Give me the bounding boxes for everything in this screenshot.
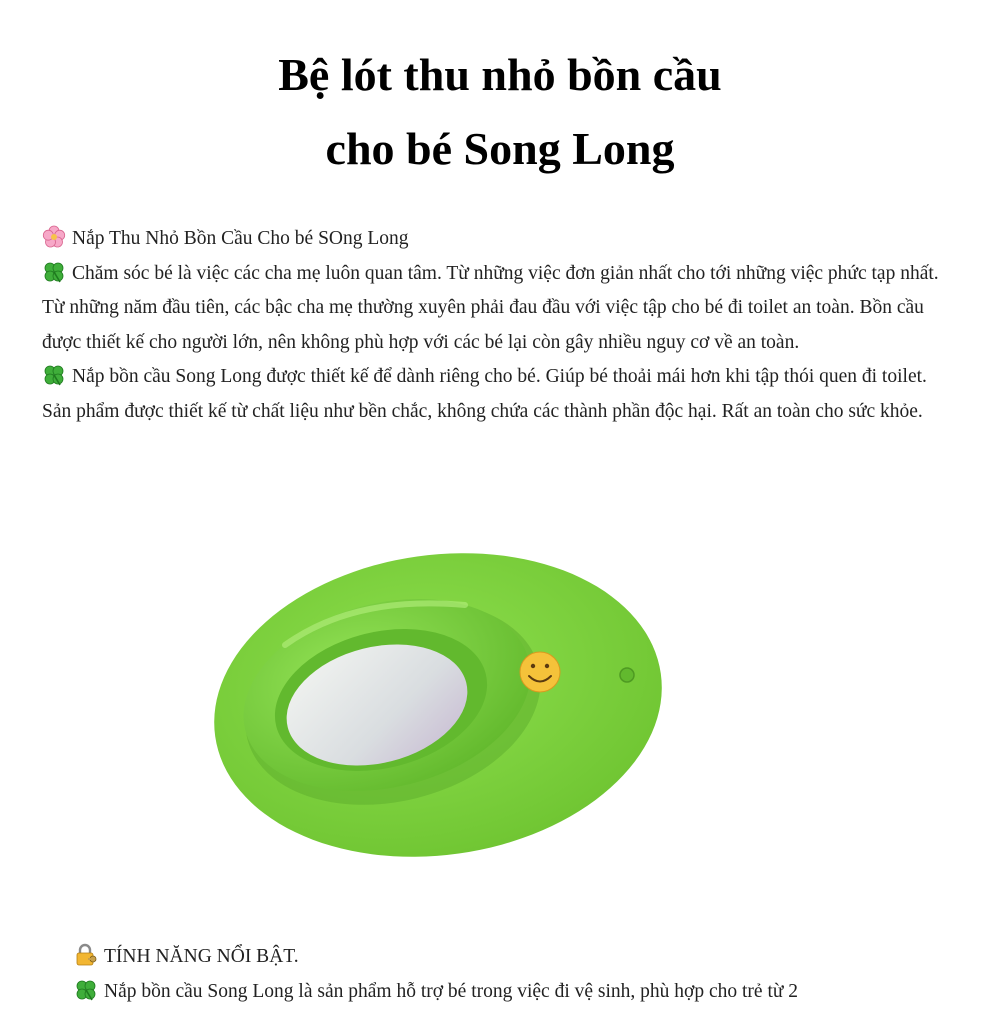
intro-paragraph-3-text: Nắp bồn cầu Song Long được thiết kế để dành riêng cho bé. Giúp bé thoải mái hơn khi tập thói quen đi toilet. Sản phẩm được thiết kế từ chất liệu như bền chắc, không chứa các thành phần độc hại. Rất an toàn cho sức khỏe. [42,366,927,422]
product-image [205,535,675,875]
lock-with-key-icon [74,943,98,967]
intro-section [42,222,942,429]
intro-paragraph-2-text: Chăm sóc bé là việc các cha mẹ luôn quan tâm. Từ những việc đơn giản nhất cho tới những việc phức tạp nhất. Từ những năm đầu tiên, các bậc cha mẹ thường xuyên phải đau đầu với việc tập cho bé đi toilet an toàn. Bồn cầu được thiết kế cho người lớn, nên không phù hợp với các bé lại còn gây nhiều nguy cơ về an toàn. [42,263,939,353]
intro-paragraph-3 [42,360,942,429]
intro-paragraph-2 [42,257,942,361]
four-leaf-clover-icon [42,363,66,387]
intro-paragraph-1-text: Nắp Thu Nhỏ Bồn Cầu Cho bé SOng Long [72,228,409,249]
green-potty-seat-image [205,535,675,875]
page-title [0,38,1000,186]
features-paragraph-1 [74,975,954,1009]
features-heading [74,940,954,975]
title-line-2: cho bé Song Long [0,112,1000,186]
features-paragraph-1-text: Nắp bồn cầu Song Long là sản phẩm hỗ trợ bé trong việc đi vệ sinh, phù hợp cho trẻ từ 2 [104,981,798,1002]
four-leaf-clover-icon [74,978,98,1002]
cherry-blossom-icon [42,225,66,249]
features-section [74,940,954,1009]
features-heading-text: TÍNH NĂNG NỔI BẬT. [104,946,299,967]
intro-paragraph-1 [42,222,942,257]
four-leaf-clover-icon [42,260,66,284]
title-line-1: Bệ lót thu nhỏ bồn cầu [0,38,1000,112]
